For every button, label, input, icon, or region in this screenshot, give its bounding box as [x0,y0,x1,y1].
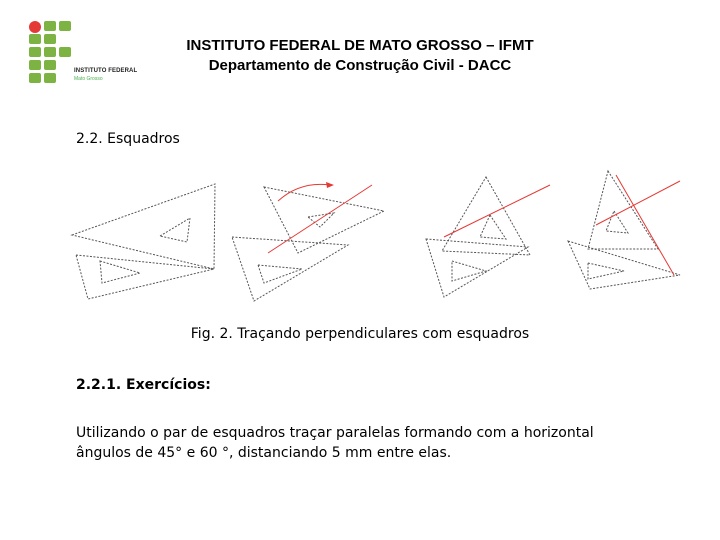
set-square-45-cutout [452,261,486,281]
set-square-60 [588,171,658,249]
figure-panel-2 [232,182,384,301]
set-square-45 [76,255,214,299]
set-squares-figure [68,165,688,310]
header-department: Departamento de Construção Civil - DACC [208,57,512,74]
set-square-45 [568,241,680,289]
set-square-60 [72,184,215,269]
set-square-60-rotated-cutout [308,213,334,227]
set-square-60-cutout [160,218,190,242]
logo-red-circle [29,21,41,33]
exercise-text-line-1: Utilizando o par de esquadros traçar paralelas formando com a horizontal [76,425,594,441]
construction-line-red [616,175,674,275]
exercise-text [76,423,646,463]
ifmt-logo [28,20,148,86]
logo-squares-icon [28,20,74,84]
set-square-45-cutout [258,265,302,283]
header-institution: INSTITUTO FEDERAL DE MATO GROSSO – IFMT [186,37,534,54]
figure-caption: Fig. 2. Traçando perpendiculares com esquadros [190,326,530,342]
set-square-45-cutout [588,263,624,279]
logo-campus: Mato Grosso [74,76,103,82]
figure-panel-4 [568,171,680,289]
subsection-title: 2.2.1. Exercícios: [76,377,211,393]
construction-line-red [444,185,550,237]
set-square-45 [232,237,348,301]
logo-name: INSTITUTO FEDERAL [74,68,138,74]
set-square-60-cutout [480,215,506,239]
figure-panel-1 [72,184,215,299]
page-header [140,36,580,76]
exercise-text-line-2: ângulos de 45° e 60 °, distanciando 5 mm entre elas. [76,445,452,461]
section-title: 2.2. Esquadros [76,131,180,147]
rotation-arrowhead-icon [326,182,334,188]
set-square-45-cutout [100,261,140,283]
figure-panel-3 [426,177,550,297]
rotation-arrow-icon [278,184,330,201]
